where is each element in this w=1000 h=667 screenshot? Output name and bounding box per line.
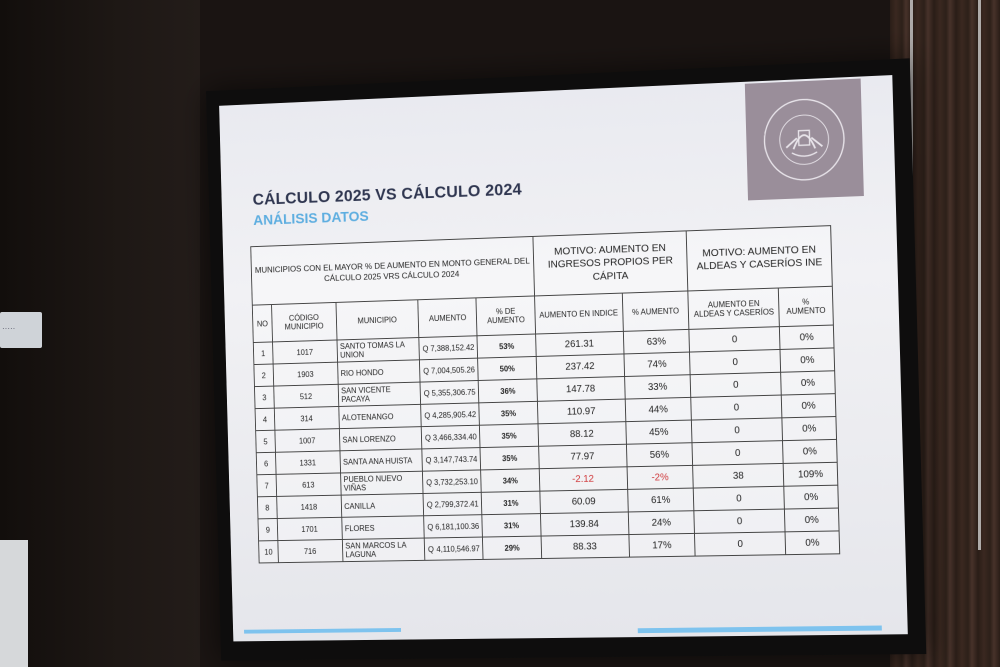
currency-symbol: Q — [423, 366, 430, 376]
cell-codigo: 1007 — [275, 429, 340, 453]
cell-no: 1 — [253, 342, 273, 365]
cell-municipio: ALOTENANGO — [338, 404, 421, 428]
cell-aumento-indice: 88.33 — [541, 535, 629, 559]
cell-pct-aldeas: 0% — [781, 394, 835, 418]
cell-no: 3 — [254, 386, 274, 409]
cell-pct-aumento: 36% — [479, 379, 538, 403]
cell-no: 2 — [254, 364, 274, 387]
aumento-value: 7,388,152.42 — [430, 342, 475, 353]
cell-pct-indice: 45% — [625, 420, 692, 444]
aumento-value: 2,799,372.41 — [434, 499, 479, 509]
cell-pct-aumento: 53% — [477, 334, 536, 358]
cell-aumento — [420, 380, 479, 404]
col-header-aumento-indice: AUMENTO EN INDICE — [534, 293, 622, 334]
cell-municipio: CANILLA — [341, 493, 424, 517]
cell-codigo: 1331 — [275, 451, 340, 475]
cell-pct-aumento: 50% — [478, 356, 537, 380]
cell-aumento-indice: 60.09 — [540, 489, 628, 513]
aumento-value: 5,355,306.75 — [431, 387, 476, 398]
col-header-pct-aldeas: % AUMENTO — [778, 286, 833, 326]
cell-aumento-indice: 147.78 — [537, 377, 625, 402]
cell-pct-indice: 44% — [625, 397, 692, 421]
col-header-aumento-aldeas: AUMENTO EN ALDEAS Y CASERÍOS — [688, 288, 779, 329]
cell-codigo: 716 — [278, 539, 343, 562]
cell-municipio: SAN MARCOS LA LAGUNA — [342, 538, 425, 562]
cell-aumento — [424, 537, 483, 560]
cell-pct-indice: 74% — [624, 352, 691, 376]
municipios-table — [250, 225, 840, 563]
accent-bar-left — [244, 628, 401, 634]
col-header-pct-indice: % AUMENTO — [622, 291, 689, 331]
cell-aumento-aldeas: 0 — [694, 509, 785, 533]
currency-symbol: Q — [427, 544, 434, 554]
cell-aumento-aldeas: 0 — [692, 418, 783, 443]
cell-codigo: 1701 — [277, 517, 342, 540]
col-header-codigo: CÓDIGO MUNICIPIO — [272, 302, 337, 341]
aumento-value: 3,732,253.10 — [433, 476, 479, 487]
hanging-cable — [978, 0, 981, 550]
aumento-value: 6,181,100.36 — [435, 521, 480, 532]
currency-symbol: Q — [425, 455, 432, 465]
currency-symbol: Q — [424, 433, 431, 443]
cell-municipio: SANTA ANA HUISTA — [340, 449, 423, 473]
cell-pct-aldeas: 0% — [781, 371, 835, 395]
cell-aumento-indice: 139.84 — [540, 512, 628, 536]
group-header-monto: MUNICIPIOS CON EL MAYOR % DE AUMENTO EN MONTO GENERAL DEL CÁLCULO 2025 VRS CÁLCULO 2024 — [251, 236, 535, 305]
cell-codigo: 1418 — [277, 495, 342, 518]
cell-pct-aldeas: 109% — [783, 462, 837, 486]
cell-municipio: RIO HONDO — [337, 360, 420, 385]
aumento-value: 7,004,505.26 — [430, 365, 476, 375]
aumento-value: 4,285,905.42 — [432, 409, 477, 420]
cell-no: 4 — [255, 408, 275, 431]
cell-aumento-indice: 88.12 — [538, 422, 626, 447]
cell-municipio: SANTO TOMAS LA UNION — [337, 338, 420, 363]
slide-title: CÁLCULO 2025 VS CÁLCULO 2024 — [252, 179, 522, 209]
currency-symbol: Q — [427, 522, 434, 532]
col-header-municipio: MUNICIPIO — [336, 300, 420, 340]
cell-aumento-indice: 261.31 — [535, 331, 623, 356]
cell-aumento-indice: 110.97 — [537, 399, 625, 424]
cell-pct-indice: 17% — [628, 533, 695, 557]
cell-aumento-aldeas: 0 — [691, 372, 782, 397]
cell-aumento — [423, 492, 482, 515]
cell-aumento — [423, 470, 482, 494]
cell-pct-indice: 63% — [623, 329, 690, 354]
white-cabinet — [0, 540, 28, 667]
cell-aumento-indice: 237.42 — [536, 354, 624, 379]
cell-aumento-aldeas: 0 — [691, 395, 782, 420]
cell-pct-aldeas: 0% — [780, 325, 834, 349]
cell-aumento — [424, 515, 483, 538]
group-header-aldeas: MOTIVO: AUMENTO EN ALDEAS Y CASERÍOS INE — [687, 226, 833, 291]
cell-aumento-aldeas: 0 — [694, 486, 785, 510]
col-header-pct-aumento: % DE AUMENTO — [476, 296, 535, 336]
cell-no: 6 — [256, 452, 276, 474]
cell-pct-indice: 56% — [626, 443, 693, 467]
cell-aumento-indice: 77.97 — [539, 444, 627, 468]
cell-pct-aldeas: 0% — [785, 508, 839, 532]
cell-no: 10 — [259, 541, 279, 563]
slide-subtitle: ANÁLISIS DATOS — [253, 208, 369, 229]
cell-aumento — [420, 358, 479, 382]
projector-screen-frame — [206, 58, 926, 660]
cell-aumento-aldeas: 0 — [692, 441, 783, 466]
cell-no: 8 — [257, 496, 277, 518]
cell-pct-indice: 24% — [628, 511, 695, 535]
currency-symbol: Q — [426, 500, 433, 509]
cell-pct-aumento: 35% — [480, 446, 539, 470]
cell-aumento — [419, 336, 478, 360]
cell-municipio: PUEBLO NUEVO VIÑAS — [340, 471, 423, 495]
cell-pct-aumento: 31% — [482, 514, 541, 537]
cell-pct-aldeas: 0% — [783, 439, 837, 463]
cell-pct-aumento: 34% — [481, 469, 540, 493]
cell-pct-aumento: 29% — [483, 536, 542, 559]
cell-pct-indice: 61% — [627, 488, 694, 512]
cell-codigo: 1903 — [273, 362, 338, 386]
cell-aumento-aldeas: 0 — [689, 327, 780, 352]
currency-symbol: Q — [424, 410, 431, 420]
cell-municipio: SAN LORENZO — [339, 427, 422, 451]
cell-pct-aumento: 35% — [479, 401, 538, 425]
group-header-ingresos: MOTIVO: AUMENTO EN INGRESOS PROPIOS PER CÁPITA — [533, 231, 688, 296]
cell-codigo: 314 — [274, 406, 339, 430]
cell-codigo: 1017 — [273, 340, 338, 364]
aumento-value: 3,466,334.40 — [432, 432, 477, 442]
cell-pct-indice: -2% — [627, 465, 694, 489]
cell-codigo: 512 — [274, 384, 339, 408]
col-header-aumento: AUMENTO — [418, 298, 477, 338]
cell-municipio: SAN VICENTE PACAYA — [338, 382, 421, 406]
cell-pct-aumento: 31% — [482, 491, 541, 515]
currency-symbol: Q — [422, 344, 429, 353]
cell-pct-aldeas: 0% — [784, 485, 838, 509]
cell-pct-indice: 33% — [624, 375, 691, 399]
aumento-value: 4,110,546.97 — [436, 543, 480, 554]
cell-municipio: FLORES — [341, 516, 424, 540]
wall-sign: ····· — [0, 312, 42, 348]
currency-symbol: Q — [426, 477, 433, 487]
cell-codigo: 613 — [276, 473, 341, 496]
projected-slide — [219, 75, 908, 641]
cell-aumento — [422, 448, 481, 472]
cell-aumento-aldeas: 0 — [690, 349, 781, 374]
cell-aumento — [421, 403, 480, 427]
cell-pct-aldeas: 0% — [785, 531, 839, 555]
accent-bar-right — [638, 626, 882, 634]
cell-no: 7 — [257, 474, 277, 496]
col-header-no: NO — [252, 305, 272, 343]
cell-no: 9 — [258, 518, 278, 540]
cell-pct-aldeas: 0% — [780, 348, 834, 372]
cell-aumento-indice: -2.12 — [539, 467, 627, 491]
cell-no: 5 — [256, 430, 276, 453]
aumento-value: 3,147,743.74 — [433, 454, 478, 465]
cell-pct-aumento: 35% — [480, 424, 539, 448]
currency-symbol: Q — [423, 388, 430, 398]
cell-pct-aldeas: 0% — [782, 417, 836, 441]
guatemala-seal-icon — [758, 92, 851, 187]
cell-aumento-aldeas: 38 — [693, 463, 784, 488]
cell-aumento-aldeas: 0 — [695, 532, 786, 556]
cell-aumento — [421, 425, 480, 449]
government-logo — [745, 79, 864, 201]
